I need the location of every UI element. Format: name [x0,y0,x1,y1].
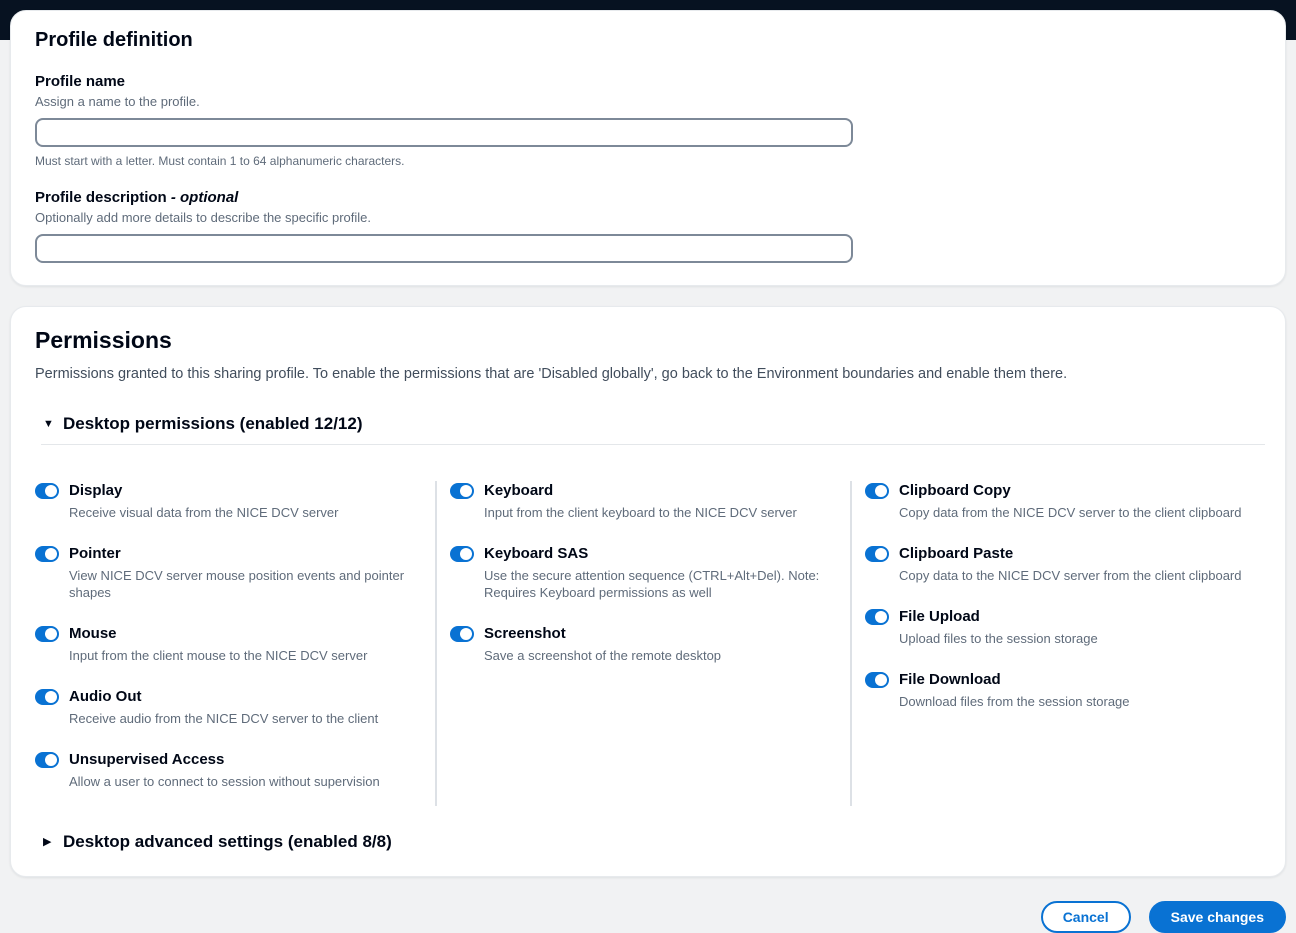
desktop-advanced-section-label: Desktop advanced settings (enabled 8/8) [63,832,392,851]
toggle-switch[interactable] [865,609,889,625]
profile-name-field [35,73,1265,168]
toggle-knob [460,485,472,497]
section-divider [41,444,1265,445]
permission-label: Keyboard [484,482,554,499]
permission-description: Allow a user to connect to session without supervision [69,774,380,789]
permission-text [484,544,836,601]
permission-label: File Upload [899,608,980,625]
permissions-title: Permissions [35,327,172,353]
permission-description: Input from the client mouse to the NICE DCV server [69,648,368,663]
profile-name-input[interactable] [35,118,853,147]
permission-text [899,670,1130,710]
permission-description: Use the secure attention sequence (CTRL+Alt+Del). Note: Requires Keyboard permissions as well [484,568,820,600]
permission-item [865,544,1251,584]
permission-item [450,481,836,521]
permission-label: Display [69,482,123,499]
permissions-column [435,481,850,806]
toggle-knob [875,485,887,497]
permission-description: Download files from the session storage [899,694,1130,709]
permission-description: Copy data from the NICE DCV server to the client clipboard [899,505,1242,520]
permission-item [865,481,1251,521]
permission-description: View NICE DCV server mouse position events and pointer shapes [69,568,405,600]
triangle-right-icon: ▶ [43,835,52,848]
profile-description-field [35,189,1265,263]
toggle-switch[interactable] [450,546,474,562]
permission-description: Receive audio from the NICE DCV server to the client [69,711,379,726]
permissions-column [35,481,435,806]
desktop-permissions-grid [35,481,1265,806]
form-actions [10,901,1286,933]
permission-item [865,607,1251,647]
desktop-advanced-section-header[interactable] [43,832,1265,852]
profile-description-description: Optionally add more details to describe the specific profile. [35,210,372,225]
permission-text [899,607,1098,647]
toggle-knob [45,691,57,703]
triangle-down-icon: ▼ [43,417,54,430]
permission-label: Mouse [69,625,117,642]
profile-definition-card [10,10,1286,286]
permission-text [899,481,1241,521]
toggle-switch[interactable] [35,752,59,768]
toggle-switch[interactable] [35,689,59,705]
permission-text [69,750,380,790]
toggle-switch[interactable] [450,483,474,499]
profile-description-label: Profile description - optional [35,189,239,206]
toggle-switch[interactable] [865,546,889,562]
toggle-knob [875,674,887,686]
save-changes-button[interactable]: Save changes [1149,901,1286,933]
desktop-permissions-section-header[interactable] [43,414,1265,434]
permissions-intro: Permissions granted to this sharing profile. To enable the permissions that are 'Disabled globally', go back to the Environment boundaries and enable them there. [35,366,1068,382]
permission-text [69,544,421,601]
profile-name-description: Assign a name to the profile. [35,94,200,109]
toggle-knob [45,548,57,560]
profile-definition-title: Profile definition [35,29,193,51]
permission-description: Save a screenshot of the remote desktop [484,648,722,663]
toggle-knob [875,611,887,623]
toggle-switch[interactable] [865,672,889,688]
profile-description-input[interactable] [35,234,853,263]
permission-item [450,544,836,601]
permission-label: Screenshot [484,625,566,642]
profile-name-label: Profile name [35,73,126,90]
optional-suffix: - optional [170,189,239,206]
toggle-knob [45,485,57,497]
permission-text [69,687,378,727]
permission-label: Clipboard Paste [899,545,1014,562]
permission-label: Keyboard SAS [484,545,589,562]
toggle-knob [45,628,57,640]
profile-name-constraint: Must start with a letter. Must contain 1 to 64 alphanumeric characters. [35,154,405,168]
permission-label: Clipboard Copy [899,482,1011,499]
permission-label: Unsupervised Access [69,751,225,768]
cancel-button[interactable]: Cancel [1041,901,1131,933]
permission-text [899,544,1241,584]
permission-item [450,624,836,664]
toggle-knob [460,548,472,560]
permission-label: File Download [899,671,1001,688]
permission-item [865,670,1251,710]
permissions-card [10,306,1286,877]
permission-item [35,687,421,727]
permission-item [35,481,421,521]
toggle-switch[interactable] [35,546,59,562]
toggle-switch[interactable] [35,483,59,499]
toggle-switch[interactable] [35,626,59,642]
toggle-switch[interactable] [865,483,889,499]
permission-item [35,624,421,664]
permission-label: Pointer [69,545,121,562]
permission-description: Receive visual data from the NICE DCV server [69,505,339,520]
permissions-column [850,481,1265,806]
permission-description: Upload files to the session storage [899,631,1098,646]
permission-text [484,481,797,521]
permission-item [35,750,421,790]
toggle-knob [45,754,57,766]
desktop-permissions-section-label: Desktop permissions (enabled 12/12) [63,414,363,433]
permission-item [35,544,421,601]
permission-description: Copy data to the NICE DCV server from the client clipboard [899,568,1242,583]
permission-description: Input from the client keyboard to the NICE DCV server [484,505,797,520]
toggle-knob [460,628,472,640]
permission-text [69,481,338,521]
main-content [10,10,1286,933]
toggle-knob [875,548,887,560]
permission-label: Audio Out [69,688,142,705]
permission-text [69,624,367,664]
permission-text [484,624,721,664]
toggle-switch[interactable] [450,626,474,642]
